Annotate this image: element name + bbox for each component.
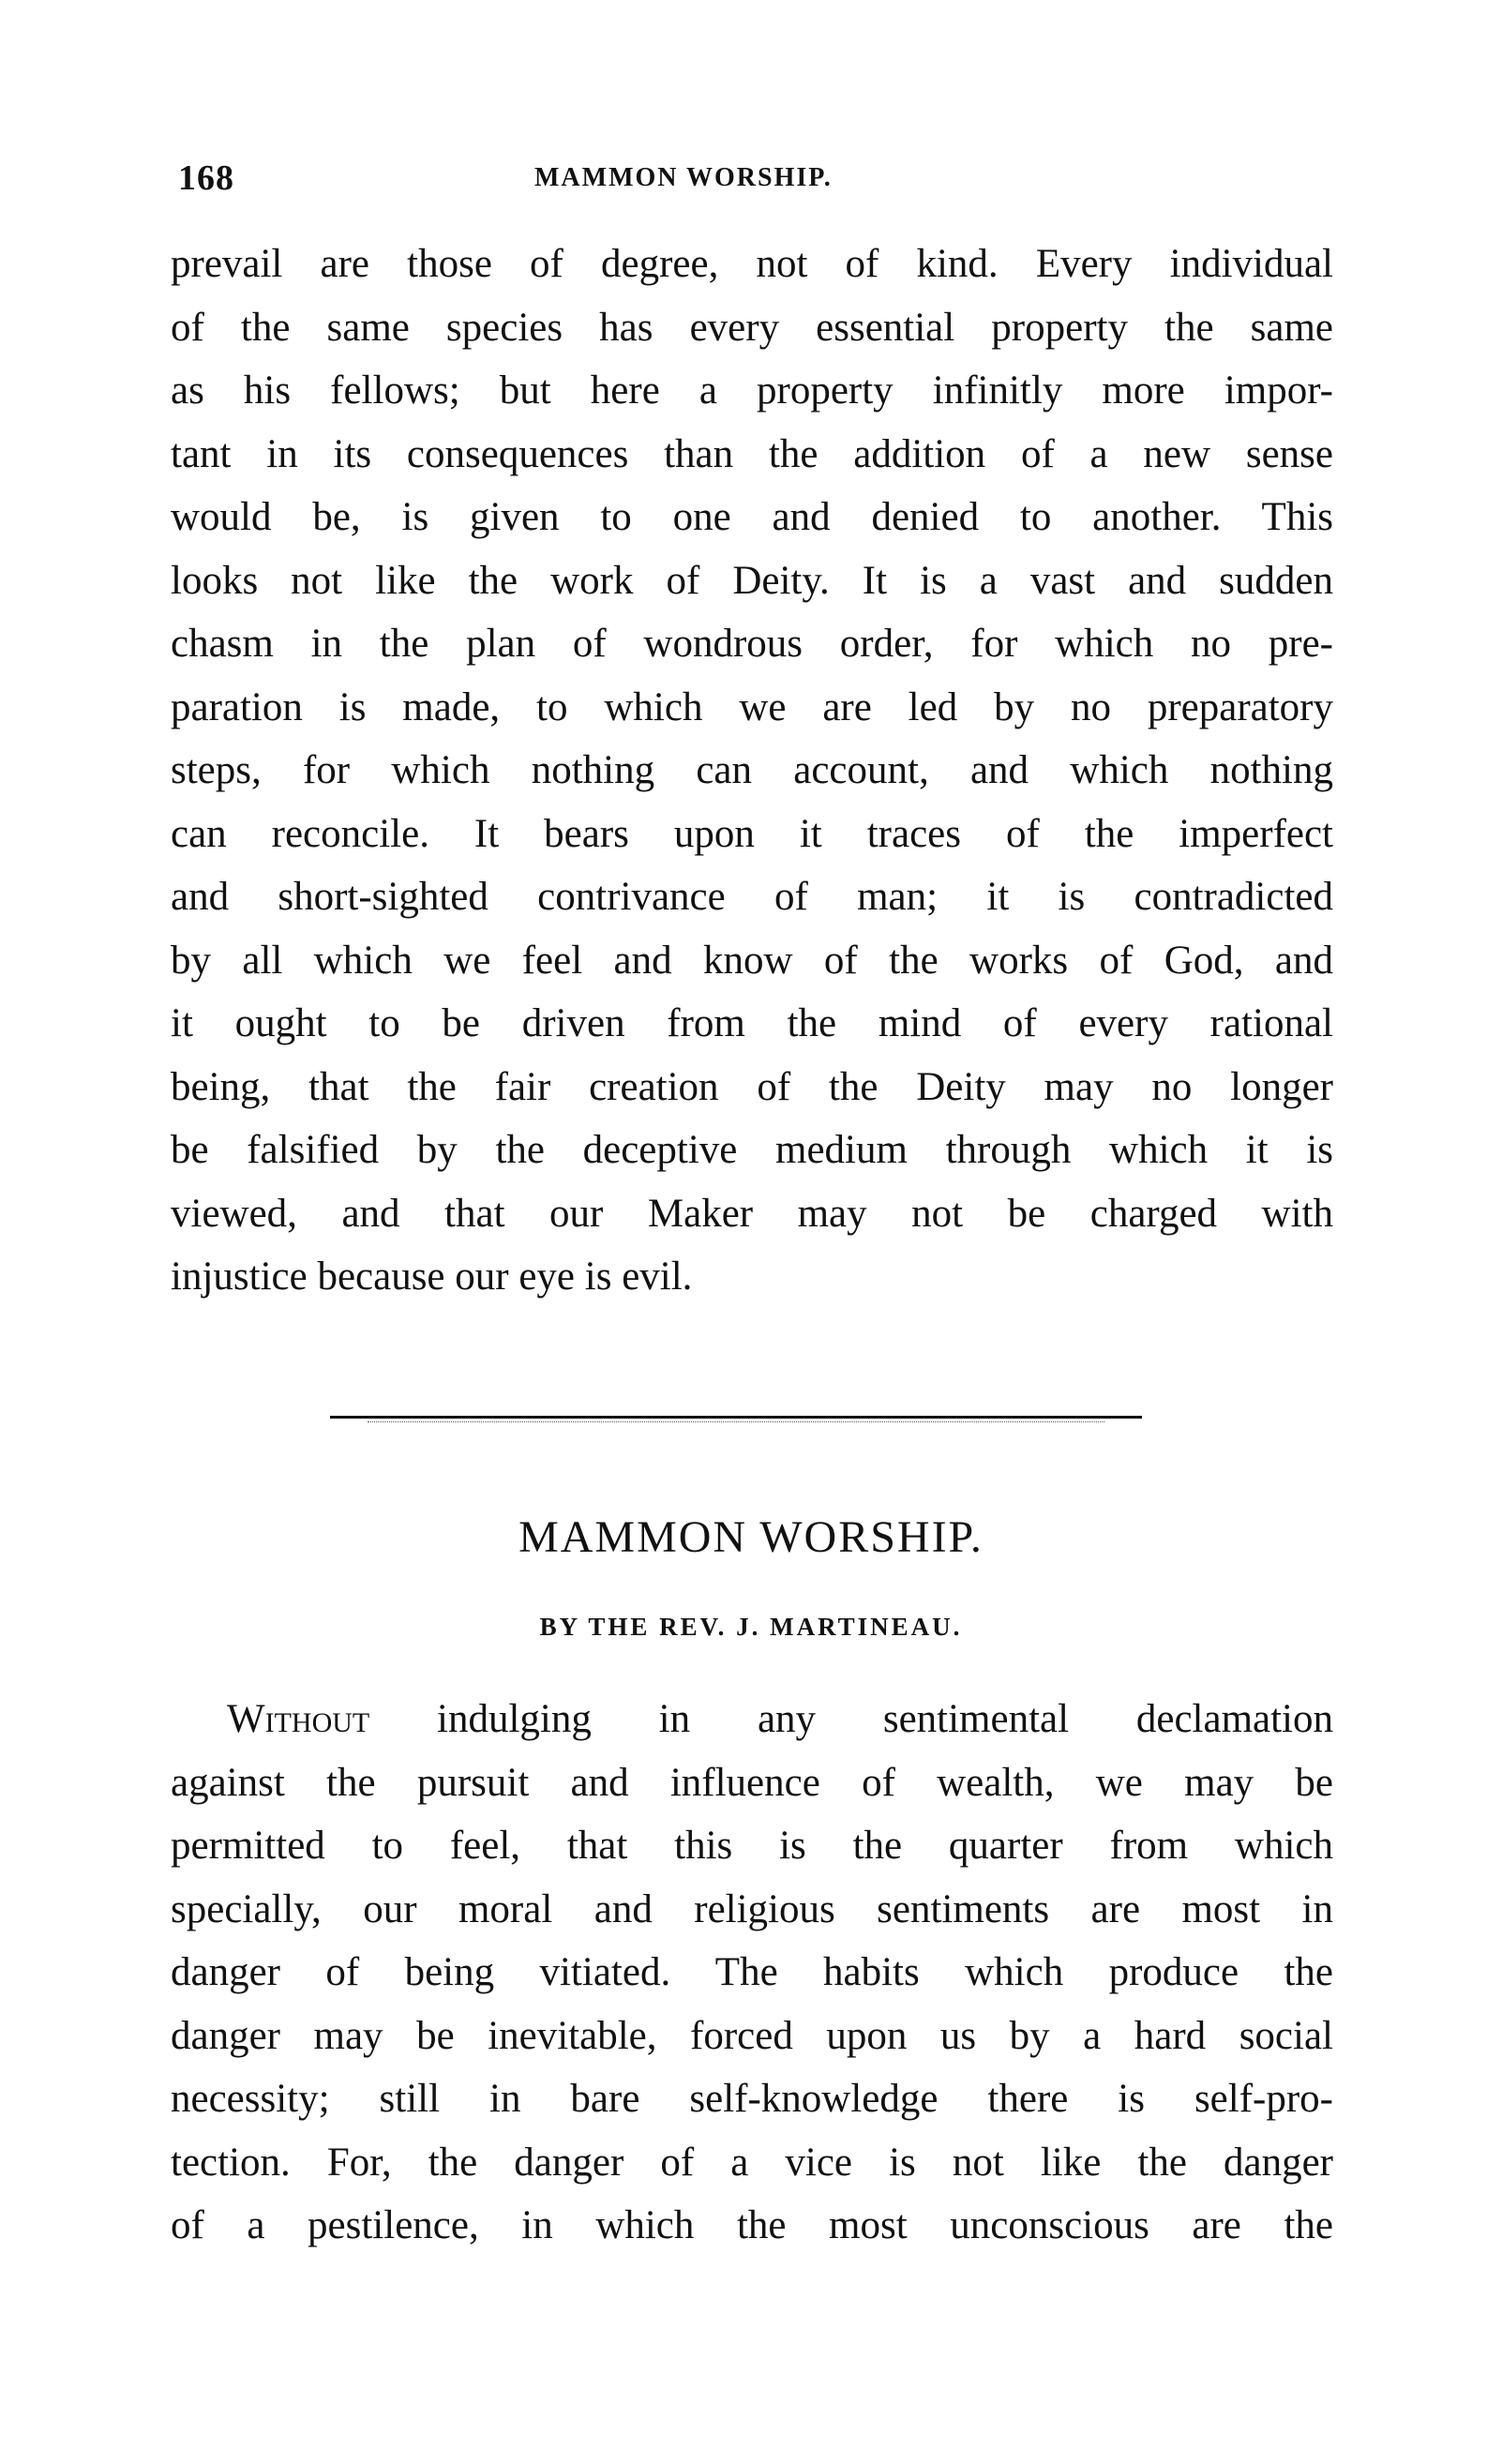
text-line: can reconcile. It bears upon it traces of the imperfect (171, 811, 1333, 856)
opening-word: Without (227, 1697, 370, 1741)
text-line: by all which we feel and know of the works of God, and (171, 938, 1333, 983)
text-line: and short-sighted contrivance of man; it is contradicted (171, 875, 1333, 919)
page-number: 168 (178, 158, 234, 198)
text-line: viewed, and that our Maker may not be charged with (171, 1191, 1333, 1236)
continued-paragraph (171, 233, 1333, 1309)
text-line: danger of being vitiated. The habits which produce the (171, 1950, 1333, 1994)
text-line: steps, for which nothing can account, and which nothing (171, 748, 1333, 792)
text-line: chasm in the plan of wondrous order, for which no pre- (171, 622, 1333, 666)
text-line: be falsified by the deceptive medium through which it is (171, 1128, 1333, 1172)
text-line: of a pestilence, in which the most unconscious are the (171, 2203, 1333, 2247)
text-line: looks not like the work of Deity. It is a vast and sudden (171, 558, 1333, 603)
text-line: tection. For, the danger of a vice is not like the danger (171, 2140, 1333, 2185)
text-line (171, 1688, 1333, 1751)
text-line: paration is made, to which we are led by no preparatory (171, 684, 1333, 729)
text-line: as his fellows; but here a property infinitly more impor- (171, 368, 1333, 413)
text-line: would be, is given to one and denied to another. This (171, 495, 1333, 539)
article-title: MAMMON WORSHIP. (518, 1512, 984, 1562)
first-line-text: indulging in any sentimental declamation (369, 1697, 1333, 1741)
text-line: necessity; still in bare self-knowledge there is self-pro- (171, 2077, 1333, 2121)
text-line: prevail are those of degree, not of kind. Every individual (171, 242, 1333, 286)
running-head (178, 158, 1350, 204)
text-line: danger may be inevitable, forced upon us by a hard social (171, 2013, 1333, 2058)
text-line: tant in its consequences than the addition of a new sense (171, 431, 1333, 476)
text-line: of the same species has every essential property the same (171, 305, 1333, 350)
article-paragraph (171, 1688, 1333, 2258)
text-line: being, that the fair creation of the Deity may no longer (171, 1064, 1333, 1109)
article-byline: BY THE REV. J. MARTINEAU. (539, 1613, 963, 1641)
text-line: permitted to feel, that this is the quarter from which (171, 1824, 1333, 1868)
section-divider (330, 1416, 1142, 1419)
text-line: specially, our moral and religious sentiments are most in (171, 1886, 1333, 1931)
text-line: against the pursuit and influence of wealth, we may be (171, 1760, 1333, 1805)
text-line: injustice because our eye is evil. (171, 1255, 693, 1299)
text-line: it ought to be driven from the mind of every rational (171, 1001, 1333, 1045)
running-title: MAMMON WORSHIP. (534, 163, 833, 192)
